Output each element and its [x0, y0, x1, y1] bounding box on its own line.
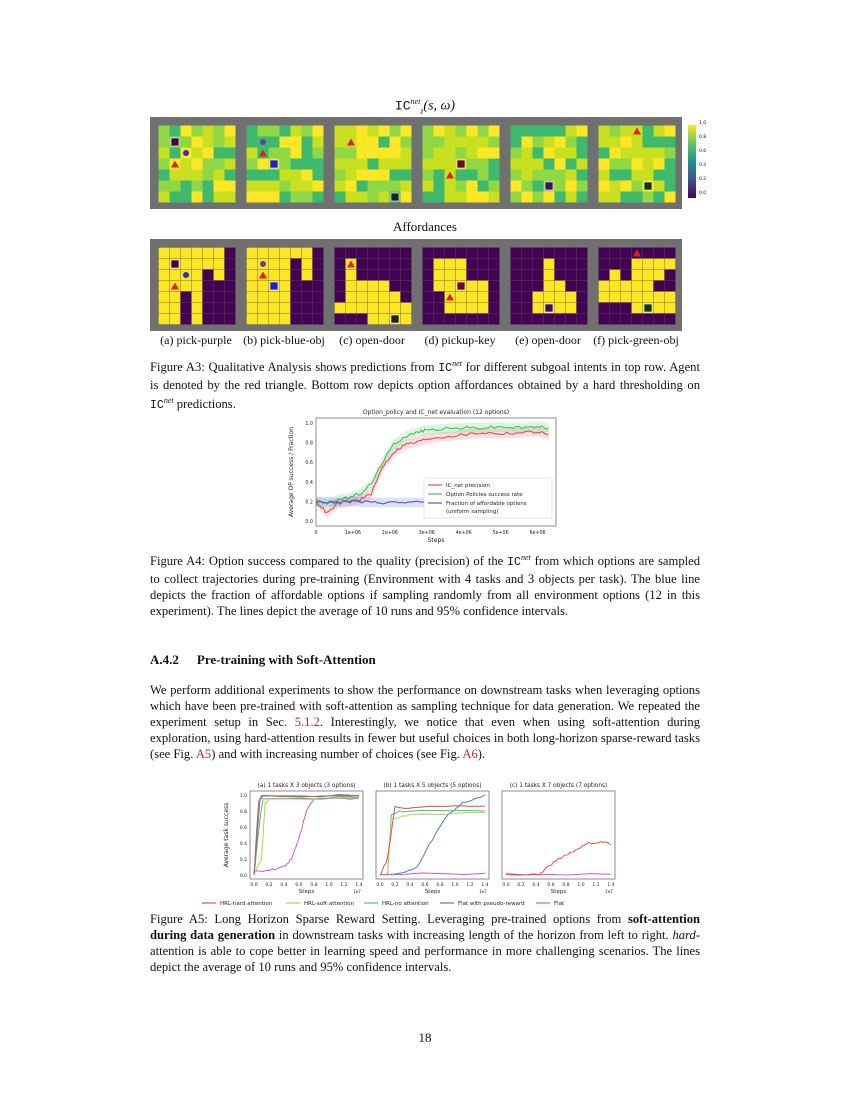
x-tick-label: 0.8: [310, 883, 318, 888]
x-tick-label: 6e+06: [529, 531, 546, 536]
object-square: [644, 304, 652, 312]
affordance-map: [590, 239, 682, 331]
x-tick-label: 1.2: [340, 883, 348, 888]
colorbar-tick: 0.2: [699, 177, 707, 182]
x-tick-label: 0.0: [502, 883, 510, 888]
prediction-heatmap: [414, 117, 506, 209]
x-tick-label: 0.0: [376, 883, 384, 888]
subplot-title: (a) 1 tasks X 3 objects (3 options): [257, 783, 356, 789]
object-square: [457, 282, 465, 290]
section-title: Pre-training with Soft-Attention: [196, 652, 376, 667]
legend-entry: Flat: [554, 901, 565, 907]
object-square: [545, 182, 553, 190]
y-tick-label: 0.6: [239, 826, 247, 831]
panel-label: (d) pickup-key: [424, 333, 496, 347]
ic-args: (s, ω): [423, 98, 456, 114]
a3-sup2: net: [163, 396, 174, 406]
legend-entry: HRL-soft attention: [304, 901, 354, 907]
colorbar-tick: 0.6: [699, 149, 707, 154]
x-tick-label: 1.0: [577, 883, 585, 888]
body-p2: . Interestingly, we notice that even when using soft-attention during exploration, using hard-attention results in fewer but useful choices in both long-horizon sparse-reward tasks (see Fig.: [150, 715, 700, 761]
a5-italic: hard: [672, 928, 696, 942]
y-tick-label: 0.4: [239, 842, 247, 847]
x-tick-label: 0.4: [532, 883, 540, 888]
figure-a5-caption: [150, 911, 700, 975]
affordance-map: [502, 239, 594, 331]
affordance-map: [414, 239, 506, 331]
object-square: [270, 282, 278, 290]
a4-rest: from which options are sampled to collect trajectories during pre-training (Environment with 4 tasks and 3 objects per task). The blue line depicts the fraction of affordable options if sampling randomly from all environment options (12 in this experiment). The lines depict the average of 10 runs and 95% confidence intervals.: [150, 554, 700, 619]
x-tick-label: 0.0: [250, 883, 258, 888]
panel-label: (f) pick-green-obj: [593, 333, 679, 347]
subplot-title: (b) 1 tasks X 5 objects (5 options): [383, 783, 482, 789]
a5-prefix: Figure A5: Long Horizon Sparse Reward Setting. Leveraging pre-trained options from: [150, 912, 628, 926]
x-tick-label: 1.4: [607, 883, 615, 888]
colorbar-tick: 0.8: [699, 135, 707, 140]
x-tick-label: 0.2: [517, 883, 525, 888]
prediction-heatmap: [326, 117, 418, 209]
x-scale-note: 1e7: [479, 889, 487, 894]
section-heading: [150, 652, 376, 668]
x-tick-label: 4e+06: [455, 531, 472, 536]
body-p1: We perform additional experiments to show the performance on downstream tasks when leveraging options which have been pre-trained with soft-attention as sampling technique for data generation. We repeated the experiment setup in Sec.: [150, 683, 700, 729]
x-scale-note: 1e7: [605, 889, 613, 894]
y-tick-label: 0.2: [239, 858, 247, 863]
x-axis-label: Steps: [550, 889, 567, 895]
object-dot: [183, 272, 189, 278]
affordance-map: [238, 239, 330, 331]
x-tick-label: 0.6: [295, 883, 303, 888]
legend-entry: Fraction of affordable options: [446, 501, 527, 507]
y-tick-label: 1.0: [305, 421, 313, 427]
a4-prefix: Figure A4: Option success compared to the quality (precision) of the: [150, 554, 508, 569]
legend-entry: IC_net precision: [446, 483, 490, 489]
x-tick-label: 0.2: [391, 883, 399, 888]
x-tick-label: 1.4: [355, 883, 363, 888]
object-square: [270, 160, 278, 168]
y-axis-label: Average task success: [223, 802, 230, 868]
a3-sup: net: [452, 359, 462, 368]
body-p3: ) and with increasing number of choices (see Fig.: [211, 747, 463, 761]
y-tick-label: 0.2: [305, 500, 313, 506]
a3-mid: for different subgoal intents in top row. Agent is denoted by the red triangle. Bottom row depicts option affordances obtained by a hard thresholding on: [150, 360, 700, 393]
x-axis-label: Steps: [298, 889, 315, 895]
object-square: [171, 260, 179, 268]
affordances-title: Affordances: [392, 219, 457, 234]
x-tick-label: 1.4: [481, 883, 489, 888]
x-tick-label: 1.0: [451, 883, 459, 888]
affordance-map: [326, 239, 418, 331]
ic-sup: net: [410, 97, 421, 106]
legend-entry: Flat with pseudo-reward: [458, 901, 525, 907]
y-tick-label: 1.0: [239, 794, 247, 799]
colorbar-tick: 0.4: [699, 163, 707, 168]
x-tick-label: 1.0: [325, 883, 333, 888]
a5-end: -attention is able to cope better in learning speed and performance in more challenging scenarios. The lines depict the average of 10 runs and 95% confidence intervals.: [150, 928, 700, 974]
colorbar-tick: 0.0: [699, 191, 707, 196]
x-scale-note: 1e7: [353, 889, 361, 894]
object-dot: [183, 150, 189, 156]
affordance-map: [150, 239, 242, 331]
x-tick-label: 1.2: [466, 883, 474, 888]
object-square: [457, 160, 465, 168]
y-tick-label: 0.8: [239, 810, 247, 815]
panel-label: (c) open-door: [339, 333, 405, 347]
x-tick-label: 0.6: [421, 883, 429, 888]
page-number: 18: [418, 1030, 432, 1045]
a3-mono2: IC: [150, 399, 164, 413]
x-tick-label: 0.8: [436, 883, 444, 888]
a5-bold: soft-attention during data generation: [150, 912, 700, 942]
a3-prefix: Figure A3: Qualitative Analysis shows predictions from: [150, 360, 439, 375]
colorbar-tick: 1.0: [699, 121, 707, 126]
object-square: [391, 193, 399, 201]
ref-fig-a6[interactable]: A6: [462, 747, 478, 761]
y-tick-label: 0.0: [305, 520, 313, 526]
x-tick-label: 0.2: [265, 883, 273, 888]
x-tick-label: 0: [314, 531, 318, 536]
x-tick-label: 0.4: [406, 883, 414, 888]
y-tick-label: 0.6: [305, 461, 313, 467]
a4-sup: net: [520, 553, 531, 562]
ic-text: IC: [394, 98, 411, 114]
x-tick-label: 5e+06: [492, 531, 509, 536]
a5-mid: in downstream tasks with increasing length of the horizon from left to right.: [275, 928, 673, 942]
object-square: [391, 315, 399, 323]
figure-a4-caption: [150, 550, 700, 619]
panel-label: (a) pick-purple: [160, 333, 232, 347]
subplot-title: (c) 1 tasks X 7 objects (7 options): [509, 783, 608, 789]
panel-label: (e) open-door: [515, 333, 581, 347]
object-square: [545, 304, 553, 312]
legend-entry: (uniform sampling): [446, 509, 499, 515]
x-tick-label: 1e+06: [344, 531, 361, 536]
a3-end: predictions.: [173, 397, 236, 412]
x-axis-label: Steps: [424, 889, 441, 895]
panel-label: (b) pick-blue-obj: [243, 333, 325, 347]
body-paragraph: [150, 682, 700, 762]
object-square: [644, 182, 652, 190]
x-tick-label: 3e+06: [418, 531, 435, 536]
x-axis-label: Steps: [427, 537, 445, 544]
prediction-heatmap: [150, 117, 242, 209]
y-axis-label: Average OP success / Fraction: [288, 426, 295, 518]
chart-title: Option_policy and IC_net evaluation (12 options): [362, 409, 510, 416]
y-tick-label: 0.0: [239, 874, 247, 879]
legend-entry: HRL-hard attention: [220, 901, 273, 907]
x-tick-label: 2e+06: [381, 531, 398, 536]
legend-entry: HRL-no attention: [382, 901, 429, 907]
x-tick-label: 0.4: [280, 883, 288, 888]
ref-fig-a5[interactable]: A5: [195, 747, 212, 761]
prediction-heatmap: [502, 117, 594, 209]
figure-a4-chart: [284, 406, 568, 544]
x-tick-label: 0.6: [547, 883, 555, 888]
colorbar: [688, 125, 696, 198]
object-square: [171, 138, 179, 146]
body-p4: ).: [477, 747, 486, 761]
a4-mono: IC: [507, 556, 521, 570]
section-number: A.4.2: [150, 652, 179, 667]
y-tick-label: 0.4: [305, 480, 313, 486]
object-dot: [260, 261, 266, 267]
object-dot: [260, 139, 266, 145]
legend-entry: Option Policies success rate: [446, 492, 523, 498]
y-tick-label: 0.8: [305, 441, 313, 447]
prediction-heatmap: [238, 117, 330, 209]
ic-net-title: [0, 97, 850, 115]
ref-sec-5-1-2[interactable]: 5.1.2: [294, 715, 320, 729]
prediction-heatmap: [590, 117, 682, 209]
ic-sub: z: [420, 106, 424, 116]
a3-mono: IC: [438, 362, 453, 376]
figure-a5-chart: [200, 776, 640, 908]
x-tick-label: 0.8: [562, 883, 570, 888]
x-tick-label: 1.2: [592, 883, 600, 888]
